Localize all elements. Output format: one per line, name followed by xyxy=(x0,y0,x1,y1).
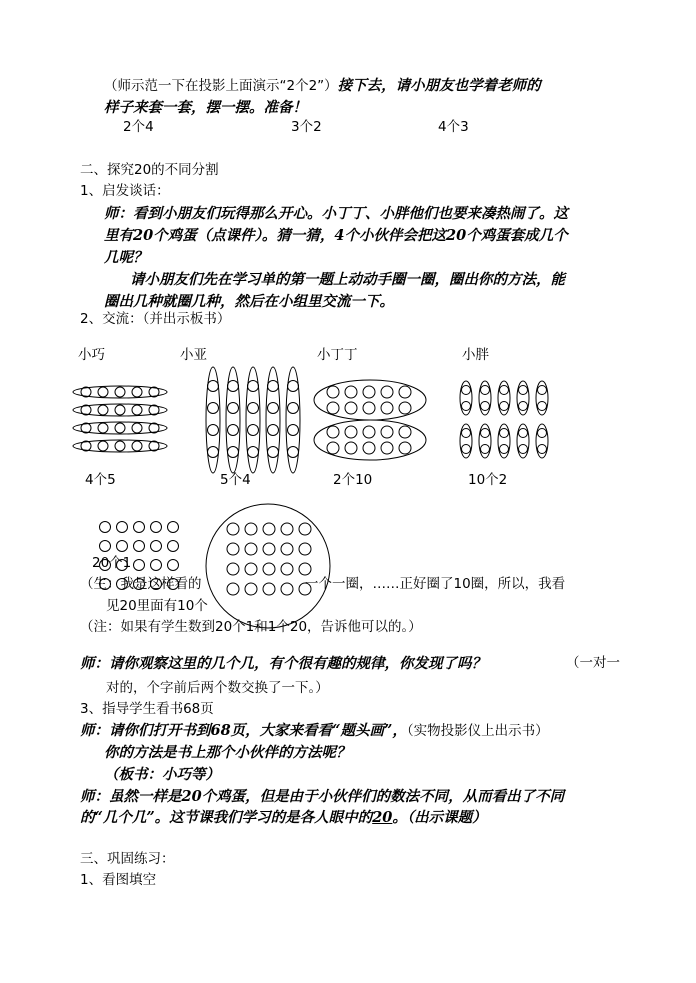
book-line-2: 你的方法是书上那个小伙伴的方法呢？ xyxy=(104,744,351,761)
student-line-2: 见20里面有10个 xyxy=(106,598,208,614)
egg-xiaoqiao-15 xyxy=(81,441,91,451)
egg-xiaoya-30 xyxy=(248,425,259,436)
egg-xiaopang-73 xyxy=(481,445,490,454)
xiaopang-loop-0-0 xyxy=(460,381,472,415)
egg-xiaoqiao-8 xyxy=(132,405,142,415)
egg-xiaodingding-45 xyxy=(327,402,339,414)
egg-xiaoya-25 xyxy=(228,403,239,414)
egg-xiaodingding-51 xyxy=(345,426,357,438)
egg-xiaoya-26 xyxy=(228,425,239,436)
egg-xiaoya-22 xyxy=(208,425,219,436)
result-4x5: 4个5 xyxy=(85,472,116,488)
xiaopang-loop-0-2 xyxy=(498,381,510,415)
egg-xiaopang-61 xyxy=(462,402,471,411)
egg-xiaoya-33 xyxy=(268,403,279,414)
egg-xiaopang-74 xyxy=(500,429,509,438)
egg-xiaodingding-47 xyxy=(363,402,375,414)
egg-xiaoqiao-17 xyxy=(115,441,125,451)
xiaopang-loop-1-4 xyxy=(536,424,548,458)
teacher-line-5: 圈出几种就圈几种，然后在小组里交流一下。 xyxy=(104,293,394,310)
result-5x4: 5个4 xyxy=(220,472,251,488)
egg-xiaodingding-49 xyxy=(399,402,411,414)
egg-xiaoya-34 xyxy=(268,425,279,436)
egg-xiaoya-20 xyxy=(208,381,219,392)
egg-xiaoqiao-6 xyxy=(98,405,108,415)
egg-xiaodingding-43 xyxy=(381,386,393,398)
egg-xiaodingding-52 xyxy=(363,426,375,438)
conclusion-line-2 xyxy=(80,811,487,826)
egg-xiaopang-75 xyxy=(500,445,509,454)
egg-xiaopang-63 xyxy=(481,402,490,411)
xiaoqiao-loop-2 xyxy=(73,422,167,434)
egg-xiaopang-60 xyxy=(462,386,471,395)
egg-xiaoqiao-14 xyxy=(149,423,159,433)
xiaoqiao-loop-1 xyxy=(73,404,167,416)
egg-xiaoya-24 xyxy=(228,381,239,392)
egg-xiaoya-27 xyxy=(228,447,239,458)
egg-xiaoqiao-0 xyxy=(81,387,91,397)
name-xiaoya: 小亚 xyxy=(180,347,207,363)
egg-xiaoqiao-18 xyxy=(132,441,142,451)
egg-xiaopang-62 xyxy=(481,386,490,395)
egg-xiaopang-67 xyxy=(519,402,528,411)
egg-xiaodingding-56 xyxy=(345,442,357,454)
egg-xiaoya-32 xyxy=(268,381,279,392)
egg-xiaoqiao-10 xyxy=(81,423,91,433)
egg-xiaopang-79 xyxy=(538,445,547,454)
egg-xiaoqiao-2 xyxy=(115,387,125,397)
book-line-1b: （实物投影仪上出示书） xyxy=(406,723,549,739)
teacher-line-2: 里有20个鸡蛋（点课件）。猜一猜，4个小伙伴会把这20个鸡蛋套成几个 xyxy=(104,227,568,244)
egg-xiaoya-35 xyxy=(268,447,279,458)
note-line: （注：如果有学生数到20个1和1个20，告诉他可以的。） xyxy=(80,619,422,635)
result-10x2: 10个2 xyxy=(468,472,508,488)
answer-line-2: 对的，个字前后两个数交换了一下。） xyxy=(106,680,329,696)
egg-xiaoqiao-7 xyxy=(115,405,125,415)
egg-single-81 xyxy=(117,522,128,533)
egg-xiaoya-21 xyxy=(208,403,219,414)
egg-xiaoya-28 xyxy=(248,381,259,392)
egg-xiaoqiao-13 xyxy=(132,423,142,433)
egg-single-85 xyxy=(100,541,111,552)
egg-xiaoya-37 xyxy=(288,403,299,414)
egg-xiaodingding-54 xyxy=(399,426,411,438)
result-20x1: 20个1 xyxy=(92,555,132,571)
book-line-1a: 师：请你们打开书到68页，大家来看看“题头画”， xyxy=(80,722,407,739)
egg-xiaodingding-59 xyxy=(399,442,411,454)
egg-xiaoqiao-16 xyxy=(98,441,108,451)
intro-line-1b: 接下去，请小朋友也学着老师的 xyxy=(337,77,541,94)
intro-item-1: 2个4 xyxy=(123,119,154,135)
egg-xiaoqiao-5 xyxy=(81,405,91,415)
intro-line-1a: （师示范一下在投影上面演示“2个2”） xyxy=(104,78,338,94)
xiaopang-loop-0-4 xyxy=(536,381,548,415)
xiaopang-loop-1-1 xyxy=(479,424,491,458)
section-2-title: 二、探究20的不同分割 xyxy=(80,162,219,178)
xiaopang-loop-1-3 xyxy=(517,424,529,458)
egg-single-93 xyxy=(151,560,162,571)
egg-xiaopang-64 xyxy=(500,386,509,395)
egg-xiaopang-71 xyxy=(462,445,471,454)
egg-single-89 xyxy=(168,541,179,552)
xiaopang-loop-1-0 xyxy=(460,424,472,458)
teacher-line-4: 请小朋友们先在学习单的第一题上动动手圈一圈，圈出你的方法，能 xyxy=(130,271,565,288)
egg-xiaodingding-57 xyxy=(363,442,375,454)
egg-xiaopang-70 xyxy=(462,429,471,438)
section-3-title: 三、巩固练习： xyxy=(80,851,175,867)
egg-xiaodingding-58 xyxy=(381,442,393,454)
egg-single-88 xyxy=(151,541,162,552)
conclusion-line-1: 师：虽然一样是20个鸡蛋，但是由于小伙伴们的数法不同，从而看出了不同 xyxy=(80,788,565,805)
egg-xiaodingding-50 xyxy=(327,426,339,438)
egg-single-82 xyxy=(134,522,145,533)
step-1-title: 1、启发谈话： xyxy=(80,183,170,199)
conclusion-underline-20: 20 xyxy=(372,809,393,826)
egg-single-87 xyxy=(134,541,145,552)
egg-single-92 xyxy=(134,560,145,571)
egg-xiaopang-69 xyxy=(538,402,547,411)
book-line-1 xyxy=(80,724,549,739)
egg-xiaodingding-44 xyxy=(399,386,411,398)
student-line-1b: 一个一圈，……正好圈了10圈，所以，我看 xyxy=(305,576,566,592)
egg-single-94 xyxy=(168,560,179,571)
egg-single-86 xyxy=(117,541,128,552)
step-2-title: 2、交流：（并出示板书） xyxy=(80,311,231,327)
egg-xiaoqiao-11 xyxy=(98,423,108,433)
xiaopang-loop-0-3 xyxy=(517,381,529,415)
egg-xiaopang-76 xyxy=(519,429,528,438)
xiaoqiao-loop-0 xyxy=(73,386,167,398)
egg-xiaoqiao-4 xyxy=(149,387,159,397)
egg-xiaopang-77 xyxy=(519,445,528,454)
egg-xiaodingding-46 xyxy=(345,402,357,414)
egg-xiaodingding-41 xyxy=(345,386,357,398)
answer-start: （一对一 xyxy=(566,655,620,671)
egg-xiaoqiao-3 xyxy=(132,387,142,397)
egg-single-83 xyxy=(151,522,162,533)
egg-xiaopang-72 xyxy=(481,429,490,438)
board-note: （板书：小巧等） xyxy=(104,766,220,783)
intro-item-3: 4个3 xyxy=(438,119,469,135)
intro-line-2: 样子来套一套，摆一摆。准备！ xyxy=(104,99,307,116)
egg-xiaoya-38 xyxy=(288,425,299,436)
name-xiaodingding: 小丁丁 xyxy=(317,347,358,363)
egg-single-80 xyxy=(100,522,111,533)
xiaoqiao-loop-3 xyxy=(73,440,167,452)
egg-xiaopang-78 xyxy=(538,429,547,438)
egg-xiaopang-65 xyxy=(500,402,509,411)
egg-xiaopang-66 xyxy=(519,386,528,395)
name-xiaoqiao: 小巧 xyxy=(78,347,105,363)
egg-xiaodingding-40 xyxy=(327,386,339,398)
egg-xiaodingding-55 xyxy=(327,442,339,454)
egg-xiaoqiao-9 xyxy=(149,405,159,415)
egg-xiaopang-68 xyxy=(538,386,547,395)
egg-xiaoya-23 xyxy=(208,447,219,458)
name-xiaopang: 小胖 xyxy=(462,347,489,363)
step-3-title: 3、指导学生看书68页 xyxy=(80,701,214,717)
teacher-line-1: 师：看到小朋友们玩得那么开心。小丁丁、小胖他们也要来凑热闹了。这 xyxy=(104,205,568,222)
egg-xiaoqiao-19 xyxy=(149,441,159,451)
egg-xiaoqiao-12 xyxy=(115,423,125,433)
student-line-1a: （生：我是这样看的 xyxy=(80,576,202,592)
result-2x10: 2个10 xyxy=(333,472,373,488)
xiaopang-loop-1-2 xyxy=(498,424,510,458)
teacher-question: 师：请你观察这里的几个几，有个很有趣的规律，你发现了吗？ xyxy=(80,655,486,672)
egg-xiaodingding-48 xyxy=(381,402,393,414)
egg-xiaoya-36 xyxy=(288,381,299,392)
egg-xiaoya-31 xyxy=(248,447,259,458)
egg-xiaodingding-42 xyxy=(363,386,375,398)
egg-xiaoqiao-1 xyxy=(98,387,108,397)
conclusion-line-2a: 的“几个几”。这节课我们学习的是各人眼中的 xyxy=(80,809,373,826)
conclusion-line-2b: 。（出示课题） xyxy=(392,809,487,826)
egg-xiaodingding-53 xyxy=(381,426,393,438)
egg-xiaoya-29 xyxy=(248,403,259,414)
teacher-line-3: 几呢？ xyxy=(104,249,148,266)
xiaopang-loop-0-1 xyxy=(479,381,491,415)
egg-xiaoya-39 xyxy=(288,447,299,458)
practice-1-title: 1、看图填空 xyxy=(80,872,157,888)
egg-single-84 xyxy=(168,522,179,533)
intro-item-2: 3个2 xyxy=(291,119,322,135)
